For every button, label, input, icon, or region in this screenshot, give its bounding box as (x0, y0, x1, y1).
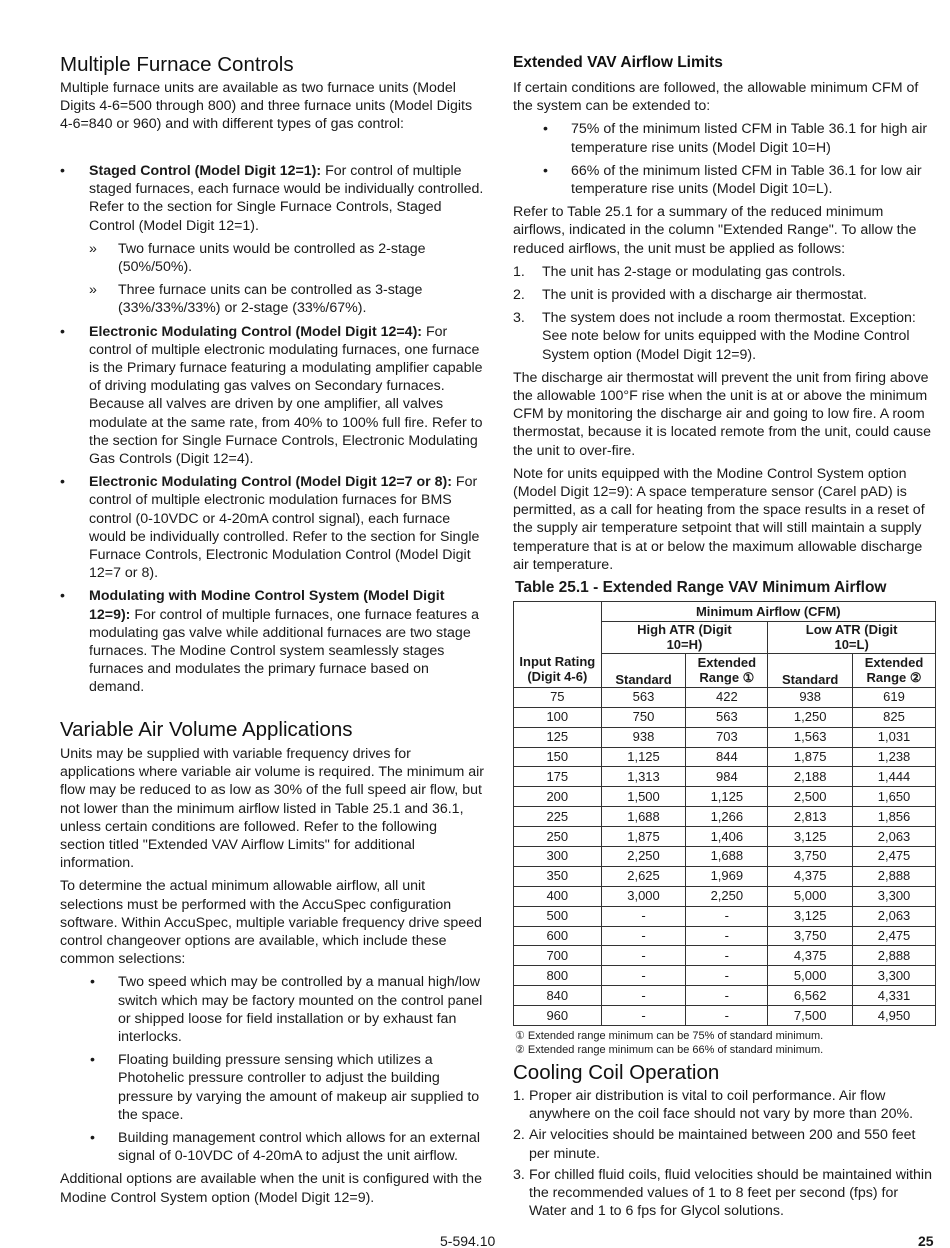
vav-option-text: Building management control which allows for an external signal of 0-10VDC of 4-20mA to adjust the unit airflow. (118, 1130, 480, 1165)
standard-header: Standard (768, 653, 853, 687)
condition-list (513, 263, 935, 364)
item-number: 1. (513, 1088, 525, 1104)
cooling-coil-item (513, 1166, 935, 1221)
extended-vav-heading: Extended VAV Airflow Limits (513, 54, 723, 71)
airflow-cell: 1,313 (601, 767, 686, 787)
airflow-cell: - (601, 1006, 686, 1026)
electronic-modulating-bms-item (60, 473, 485, 582)
airflow-cell: - (686, 906, 768, 926)
cooling-coil-list (513, 1087, 935, 1220)
airflow-cell: 2,500 (768, 787, 853, 807)
airflow-cell: 938 (768, 687, 853, 707)
vav-option-item (60, 1051, 485, 1124)
cooling-coil-text: Air velocities should be maintained between 200 and 550 feet per minute. (529, 1127, 916, 1162)
staged-control-text: For control of multiple staged furnaces, each furnace would be individually controlled. Refer to the section for Single Furnace Controls, Staged Control (Model Digit 12=1). (89, 163, 484, 234)
cooling-coil-heading: Cooling Coil Operation (513, 1061, 720, 1084)
extended-limit-item (513, 120, 935, 156)
extended-limit-list (513, 120, 935, 198)
input-rating-header: Input Rating (Digit 4-6) (514, 602, 602, 688)
input-rating-cell: 500 (514, 906, 602, 926)
table-row (514, 926, 936, 946)
airflow-cell: 2,475 (853, 926, 936, 946)
input-rating-cell: 175 (514, 767, 602, 787)
emc78-text: For control of multiple electronic modulation furnaces for BMS control (0-10VDC or 4-20mA control signal), each furnace would be individually controlled. Refer to the section for Single Furnace Controls, Electronic Modulation Control (Model Digit 12=7 or 8). (89, 474, 480, 582)
table-title: Table 25.1 - Extended Range VAV Minimum Airflow (515, 579, 887, 596)
vav-option-list (60, 973, 485, 1165)
bullet-mark: • (60, 474, 65, 491)
bullet-mark: • (543, 162, 548, 179)
bullet-mark: • (90, 974, 95, 991)
input-rating-cell: 200 (514, 787, 602, 807)
airflow-cell: - (686, 926, 768, 946)
airflow-cell: 2,888 (853, 866, 936, 886)
staged-control-label: Staged Control (Model Digit 12=1): (89, 163, 322, 179)
extended-limit-text: 66% of the minimum listed CFM in Table 36.1 for low air temperature rise units (Model Digit 10=L). (571, 162, 922, 198)
airflow-cell: 6,562 (768, 986, 853, 1006)
input-rating-cell: 100 (514, 707, 602, 727)
airflow-cell: 703 (686, 727, 768, 747)
airflow-cell: 2,888 (853, 946, 936, 966)
input-rating-cell: 250 (514, 827, 602, 847)
item-number: 2. (513, 1127, 525, 1144)
emc4-text: For control of multiple electronic modulating furnaces, one furnace is the Primary furnace featuring a modulating amplifier capable of driving modulating gas valves on Secondary furnaces. Because all valves are driven by one amplifier, all valves modulate at the same rate, from 40% to 100% full fire. Refer to the section for Single Furnace Controls, Electronic Modulating Gas Controls (Digit 12=4). (89, 323, 483, 468)
airflow-cell: 1,500 (601, 787, 686, 807)
airflow-cell: 2,063 (853, 827, 936, 847)
table-row (514, 707, 936, 727)
airflow-cell: 3,750 (768, 847, 853, 867)
airflow-cell: - (601, 906, 686, 926)
input-rating-cell: 350 (514, 866, 602, 886)
mcs-text: For control of multiple furnaces, one furnace features a modulating gas valve while additional furnaces are two stage furnaces. The Modine Control system seamlessly stages furnaces and modulates the primary furnace based on demand. (89, 606, 479, 696)
vav-paragraph: Units may be supplied with variable frequency drives for applications where variable air volume is required. The minimum air flow may be reduced to as low as 30% of the full speed air flow, but not lower than the minimum airflow listed in Table 25.1 and 36.1, unless certain conditions are followed. Refer to the following section titled "Extended VAV Airflow Limits" for additional information. (60, 746, 484, 872)
input-rating-cell: 960 (514, 1006, 602, 1026)
table-footnote: ② Extended range minimum can be 66% of standard minimum. (515, 1044, 824, 1057)
airflow-cell: - (686, 1006, 768, 1026)
item-number: 3. (513, 1166, 525, 1183)
extended-range-header: Extended Range ① (686, 653, 768, 687)
airflow-table-block (513, 578, 936, 1057)
emc4-label: Electronic Modulating Control (Model Digit 12=4): (89, 323, 423, 340)
airflow-cell: - (686, 946, 768, 966)
item-number: 3. (513, 310, 525, 327)
airflow-cell: - (601, 926, 686, 946)
airflow-cell: 844 (686, 747, 768, 767)
staged-sub-list (60, 240, 485, 318)
table-row (514, 886, 936, 906)
item-number: 2. (513, 287, 525, 304)
airflow-cell: 4,331 (853, 986, 936, 1006)
cooling-coil-text: Proper air distribution is vital to coil performance. Air flow anywhere on the coil face should not vary by more than 20%. (529, 1088, 914, 1123)
airflow-cell: 1,650 (853, 787, 936, 807)
table-row (514, 807, 936, 827)
table-row (514, 906, 936, 926)
table-body (514, 687, 936, 1025)
extended-range-header: Extended Range ② (853, 653, 936, 687)
airflow-cell: 563 (601, 687, 686, 707)
airflow-cell: 1,688 (601, 807, 686, 827)
vav-option-item (60, 1129, 485, 1165)
airflow-cell: 422 (686, 687, 768, 707)
min-airflow-header: Minimum Airflow (CFM) (601, 602, 935, 622)
vav-paragraph: Additional options are available when the unit is configured with the Modine Control System option (Model Digit 12=9). (60, 1171, 482, 1206)
staged-sub-text: Three furnace units can be controlled as 3-stage (33%/33%/33%) or 2-stage (33%/67%). (118, 282, 423, 317)
airflow-cell: - (601, 966, 686, 986)
table-row (514, 687, 936, 707)
table-row (514, 1006, 936, 1026)
vav-applications-heading: Variable Air Volume Applications (60, 718, 353, 741)
condition-item (513, 309, 935, 364)
airflow-cell: 750 (601, 707, 686, 727)
airflow-cell: 1,688 (686, 847, 768, 867)
document-number: 5-594.10 (440, 1233, 496, 1248)
extended-vav-intro: If certain conditions are followed, the allowable minimum CFM of the system can be extended to: (513, 80, 919, 115)
table-header-row (514, 602, 936, 622)
airflow-cell: 984 (686, 767, 768, 787)
input-rating-cell: 75 (514, 687, 602, 707)
condition-item (513, 286, 935, 304)
table-footnote: ① Extended range minimum can be 75% of standard minimum. (515, 1030, 824, 1043)
airflow-cell: 5,000 (768, 966, 853, 986)
input-rating-cell: 700 (514, 946, 602, 966)
multiple-furnace-intro: Multiple furnace units are available as two furnace units (Model Digits 4-6=500 through 800) and three furnace units (Model Digits 4-6=840 or 960) and with different types of gas control: (60, 80, 473, 133)
airflow-table (513, 601, 936, 1026)
airflow-cell: 3,000 (601, 886, 686, 906)
airflow-cell: 1,563 (768, 727, 853, 747)
table-row (514, 847, 936, 867)
staged-sub-item (60, 240, 485, 276)
table-row (514, 866, 936, 886)
airflow-cell: 2,188 (768, 767, 853, 787)
condition-text: The unit has 2-stage or modulating gas controls. (542, 263, 846, 280)
airflow-cell: 3,125 (768, 906, 853, 926)
cooling-coil-item (513, 1087, 935, 1123)
airflow-cell: 2,250 (601, 847, 686, 867)
cooling-coil-text: For chilled fluid coils, fluid velocities should be maintained within the recommended values of 1 to 8 feet per second (fps) for Water and 1 to 6 fps for Glycol solutions. (529, 1166, 932, 1220)
airflow-cell: 1,969 (686, 866, 768, 886)
sub-bullet-mark: » (89, 240, 97, 257)
airflow-cell: 825 (853, 707, 936, 727)
airflow-cell: 4,375 (768, 946, 853, 966)
airflow-cell: 619 (853, 687, 936, 707)
bullet-mark: • (60, 323, 65, 340)
input-rating-cell: 150 (514, 747, 602, 767)
condition-text: The system does not include a room thermostat. Exception: See note below for units equipped with the Modine Control System option (Model Digit 12=9). (542, 310, 916, 363)
airflow-cell: 1,875 (601, 827, 686, 847)
input-rating-cell: 225 (514, 807, 602, 827)
table-row (514, 966, 936, 986)
airflow-cell: 2,813 (768, 807, 853, 827)
extended-vav-body (513, 79, 935, 574)
airflow-cell: 1,856 (853, 807, 936, 827)
low-atr-header: Low ATR (Digit 10=L) (768, 621, 936, 653)
airflow-cell: 1,125 (601, 747, 686, 767)
bullet-mark: • (90, 1130, 95, 1147)
extended-vav-paragraph: Refer to Table 25.1 for a summary of the reduced minimum airflows, indicated in the column "Extended Range". To allow the reduced airflows, the unit must be applied as follows: (513, 204, 917, 257)
airflow-cell: - (686, 966, 768, 986)
airflow-cell: 1,125 (686, 787, 768, 807)
page-footer (0, 1232, 950, 1248)
extended-limit-text: 75% of the minimum listed CFM in Table 36.1 for high air temperature rise units (Model Digit 10=H) (571, 121, 928, 156)
staged-sub-item (60, 281, 485, 317)
table-row (514, 946, 936, 966)
bullet-mark: • (90, 1052, 95, 1069)
input-rating-cell: 125 (514, 727, 602, 747)
table-row (514, 747, 936, 767)
airflow-cell: 1,238 (853, 747, 936, 767)
bullet-mark: • (60, 588, 65, 605)
airflow-cell: - (601, 946, 686, 966)
vav-body (60, 745, 485, 1207)
condition-item (513, 263, 935, 281)
extended-vav-paragraph: The discharge air thermostat will prevent the unit from firing above the allowable 100°F rise when the unit is at or above the minimum CFM by monitoring the discharge air and going to low fire. A room thermostat, because it is located remote from the unit, could cause the unit to over-fire. (513, 369, 931, 459)
electronic-modulating-control-item (60, 323, 485, 469)
input-rating-cell: 300 (514, 847, 602, 867)
extended-vav-paragraph: Note for units equipped with the Modine Control System option (Model Digit 12=9): A space temperature sensor (Carel pAD) is permitted, as a call for heating from the space results in a reset of the supply air temperature setpoint that will still maintain a supply temperature that is at or below the maximum allowable discharge air temperature. (513, 465, 925, 573)
airflow-cell: 1,250 (768, 707, 853, 727)
vav-paragraph: To determine the actual minimum allowable airflow, all unit selections must be performed with the AccuSpec configuration software. Within AccuSpec, multiple variable frequency drive speed control changeover options are available, which include these common selections: (60, 878, 482, 968)
airflow-cell: 3,125 (768, 827, 853, 847)
airflow-cell: 563 (686, 707, 768, 727)
airflow-cell: - (601, 986, 686, 1006)
emc78-label: Electronic Modulating Control (Model Digit 12=7 or 8): (89, 474, 452, 491)
condition-text: The unit is provided with a discharge air thermostat. (542, 287, 867, 304)
airflow-cell: 3,750 (768, 926, 853, 946)
item-number: 1. (513, 263, 525, 280)
standard-header: Standard (601, 653, 686, 687)
staged-control-item (60, 162, 485, 318)
airflow-cell: 3,300 (853, 886, 936, 906)
staged-sub-text: Two furnace units would be controlled as 2-stage (50%/50%). (118, 240, 426, 276)
table-row (514, 986, 936, 1006)
airflow-cell: - (686, 986, 768, 1006)
bullet-mark: • (543, 121, 548, 138)
airflow-cell: 4,950 (853, 1006, 936, 1026)
table-row (514, 787, 936, 807)
airflow-cell: 1,875 (768, 747, 853, 767)
table-row (514, 827, 936, 847)
page-number: 25 (918, 1233, 934, 1248)
input-rating-cell: 840 (514, 986, 602, 1006)
high-atr-header: High ATR (Digit 10=H) (601, 621, 768, 653)
extended-limit-item (513, 162, 935, 198)
airflow-cell: 938 (601, 727, 686, 747)
table-row (514, 767, 936, 787)
input-rating-cell: 800 (514, 966, 602, 986)
cooling-coil-item (513, 1126, 935, 1162)
table-row (514, 727, 936, 747)
airflow-cell: 2,063 (853, 906, 936, 926)
input-rating-cell: 600 (514, 926, 602, 946)
airflow-cell: 1,031 (853, 727, 936, 747)
vav-option-text: Floating building pressure sensing which utilizes a Photohelic pressure controller to adjust the building pressure by varying the amount of makeup air supplied to the space. (118, 1052, 480, 1123)
input-rating-cell: 400 (514, 886, 602, 906)
modine-control-system-item (60, 587, 485, 696)
airflow-cell: 1,266 (686, 807, 768, 827)
airflow-cell: 4,375 (768, 866, 853, 886)
airflow-cell: 5,000 (768, 886, 853, 906)
furnace-control-list (60, 162, 485, 697)
multiple-furnace-controls-heading: Multiple Furnace Controls (60, 53, 294, 76)
airflow-cell: 2,250 (686, 886, 768, 906)
airflow-cell: 1,406 (686, 827, 768, 847)
airflow-cell: 3,300 (853, 966, 936, 986)
airflow-cell: 1,444 (853, 767, 936, 787)
airflow-cell: 2,625 (601, 866, 686, 886)
mcs-label: Modulating with Modine Control System (Model Digit 12=9): (89, 588, 445, 623)
airflow-cell: 2,475 (853, 847, 936, 867)
vav-option-item (60, 973, 485, 1046)
vav-option-text: Two speed which may be controlled by a manual high/low switch which may be factory mounted on the control panel or shipped loose for field installation or by exhaust fan interlocks. (118, 974, 483, 1046)
airflow-cell: 7,500 (768, 1006, 853, 1026)
sub-bullet-mark: » (89, 282, 97, 299)
bullet-mark: • (60, 163, 65, 179)
